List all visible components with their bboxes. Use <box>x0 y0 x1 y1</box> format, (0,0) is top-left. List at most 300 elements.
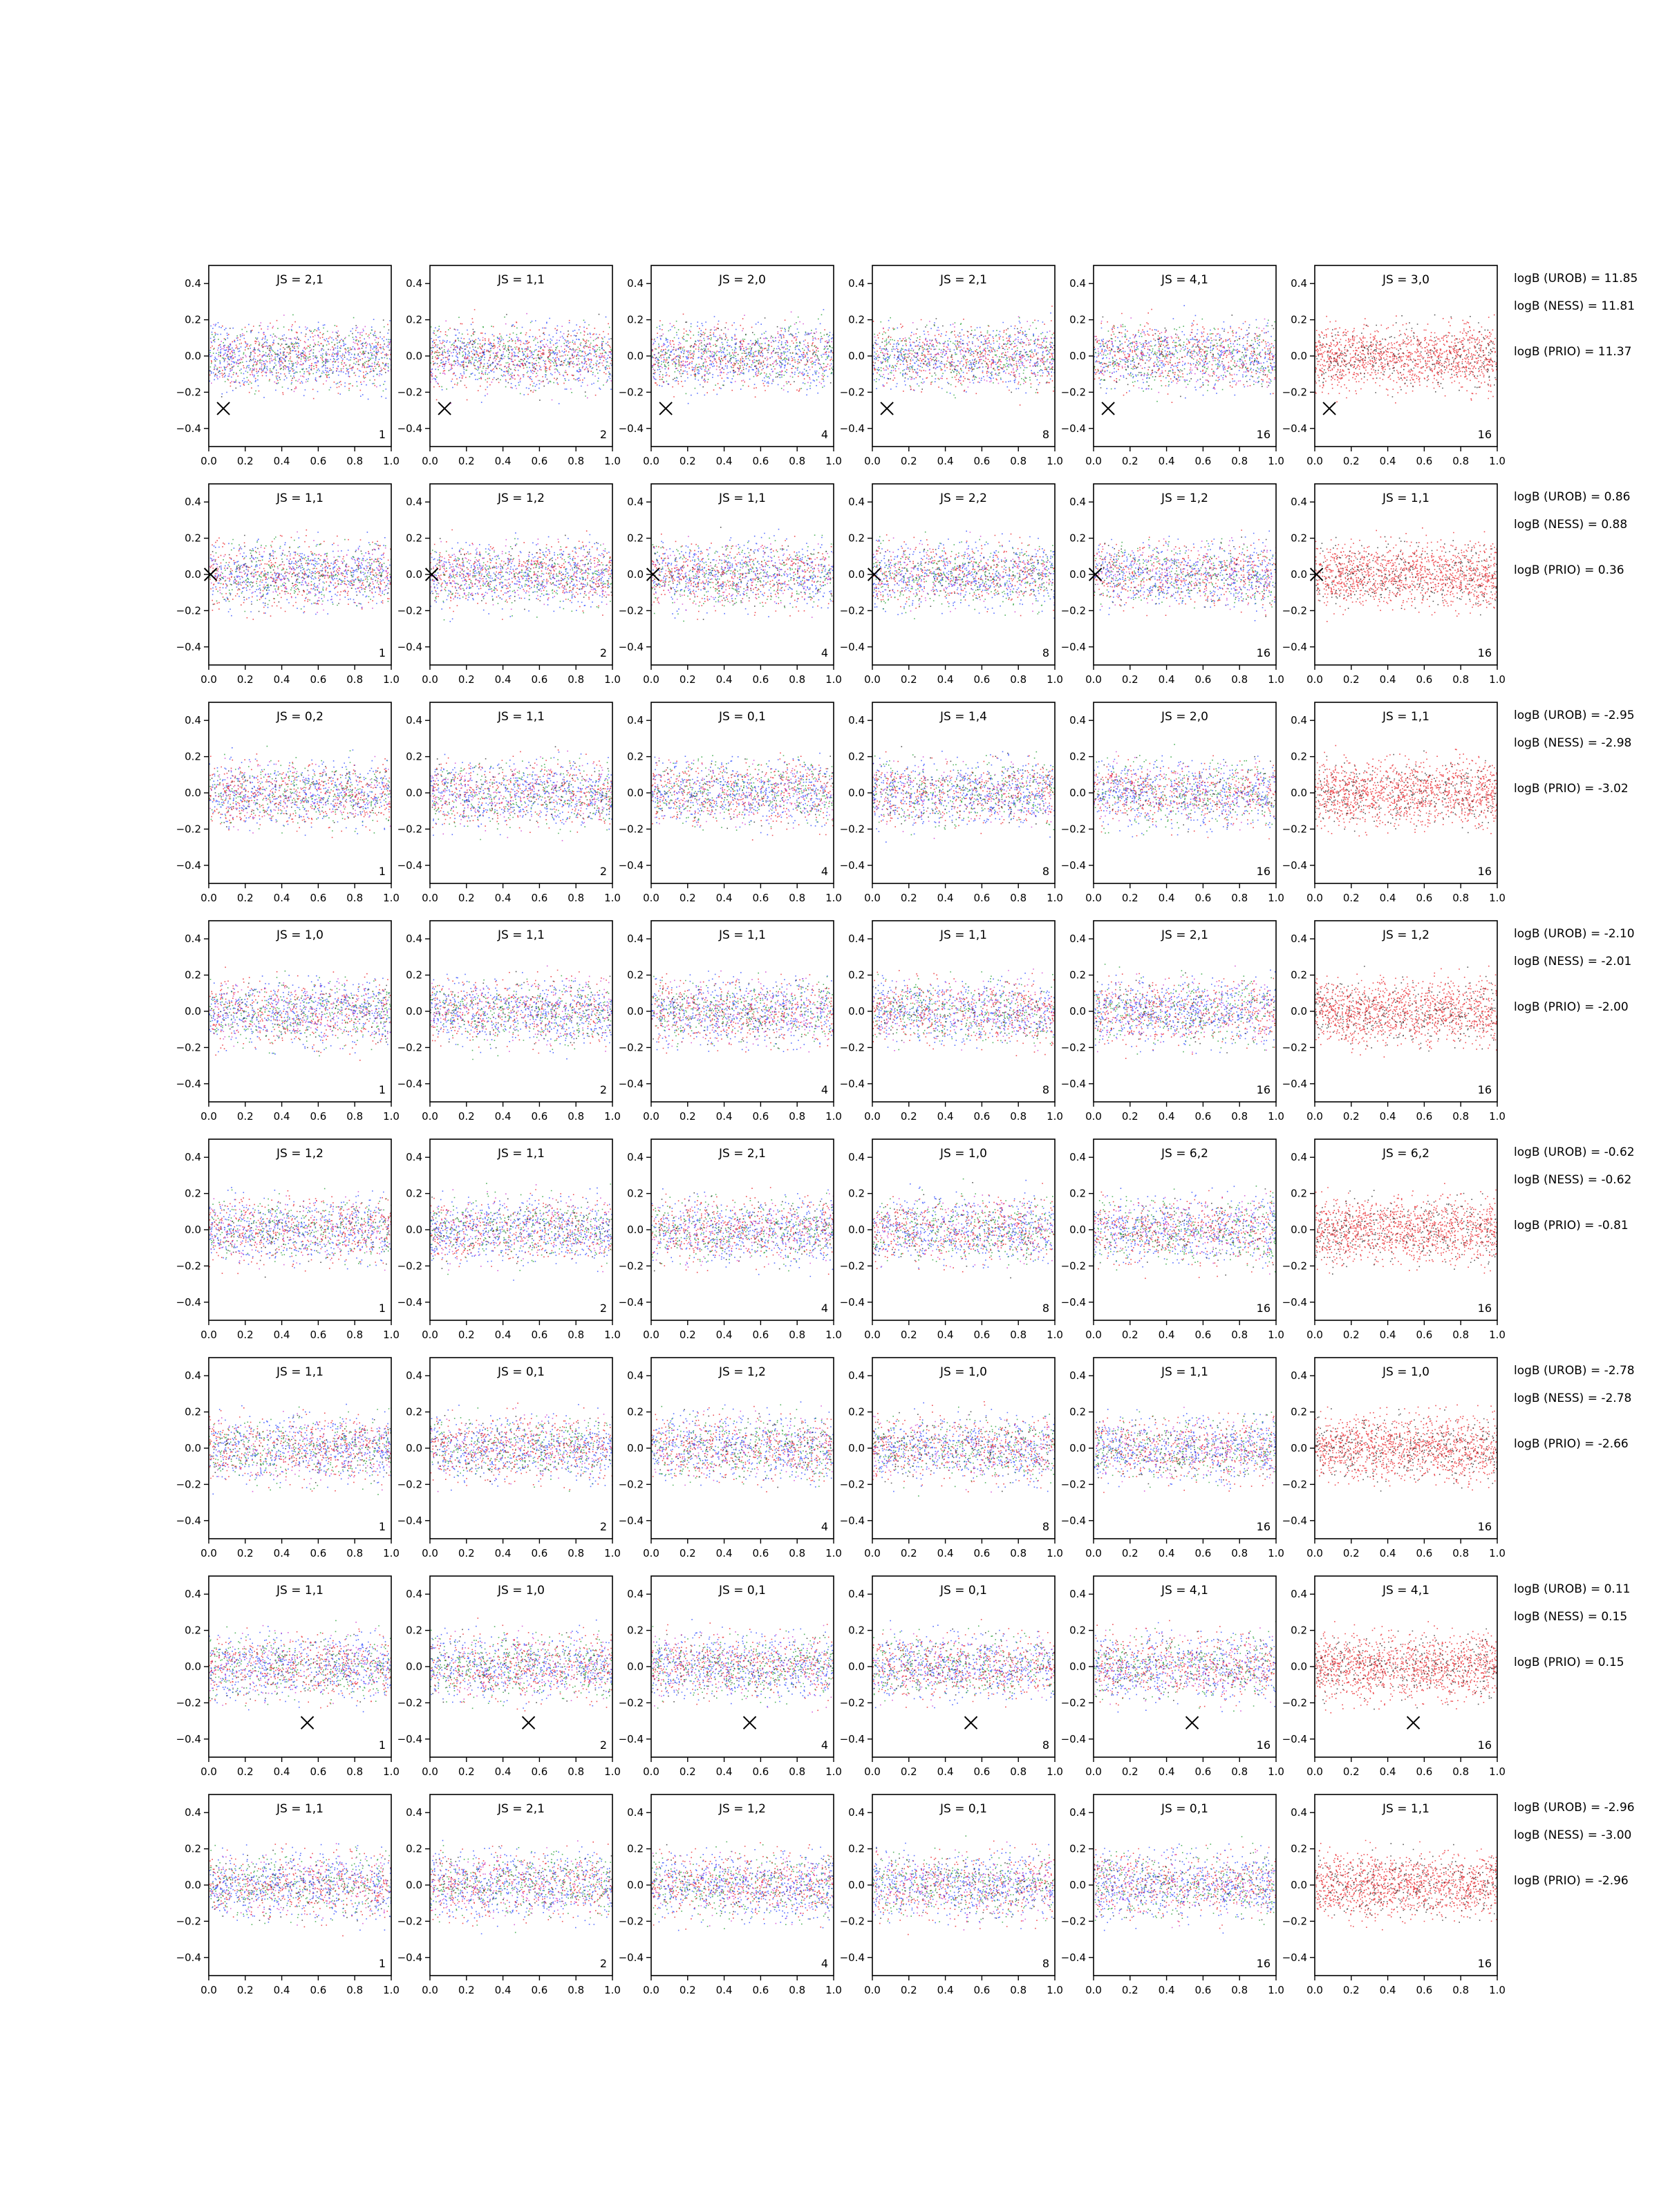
js-label: JS = 1,1 <box>276 1365 324 1379</box>
y-tick-label: −0.2 <box>1282 1915 1307 1928</box>
x-tick-label: 1.0 <box>1047 1110 1063 1123</box>
x-tick-label: 0.6 <box>1194 1547 1212 1559</box>
axes-frame <box>651 265 834 447</box>
x-tick-label: 0.4 <box>273 892 290 904</box>
x-tick-label: 0.8 <box>789 1547 806 1559</box>
y-tick-label: −0.2 <box>397 604 422 617</box>
x-tick-label: 0.0 <box>643 455 659 467</box>
panel-number: 16 <box>1256 865 1271 878</box>
y-tick-label: 0.4 <box>406 932 422 946</box>
scatter-points <box>1094 964 1277 1059</box>
scatter-points <box>872 968 1056 1056</box>
js-label: JS = 2,0 <box>719 273 766 287</box>
y-tick-label: 0.2 <box>185 1405 201 1418</box>
js-label: JS = 2,1 <box>940 273 987 287</box>
y-tick-label: 0.0 <box>1069 1442 1086 1454</box>
y-tick-label: 0.2 <box>406 968 422 982</box>
x-tick-label: 0.8 <box>789 1110 806 1123</box>
x-tick-label: 0.6 <box>310 455 327 467</box>
x-tick-label: 0.0 <box>1306 1110 1323 1123</box>
axes-frame <box>651 1358 834 1539</box>
x-tick-label: 0.2 <box>236 1329 254 1341</box>
x-tick-label: 0.0 <box>200 673 217 686</box>
x-tick-label: 0.2 <box>1121 455 1138 467</box>
y-tick-label: 0.2 <box>848 750 865 763</box>
x-tick-label: 0.4 <box>937 892 954 904</box>
y-tick-label: 0.0 <box>1069 787 1086 799</box>
scatter-points <box>1094 1185 1277 1279</box>
y-tick-label: 0.2 <box>848 1187 865 1200</box>
x-tick-label: 0.6 <box>752 673 769 686</box>
point-cloud <box>431 309 614 400</box>
y-tick-label: −0.4 <box>618 859 644 872</box>
x-tick-label: 0.6 <box>1194 892 1212 904</box>
y-tick-label: −0.2 <box>618 1259 644 1273</box>
x-tick-label: 1.0 <box>825 892 842 904</box>
logB-label: logB (UROB) = -2.96 <box>1514 1801 1635 1815</box>
x-tick-label: 0.8 <box>1231 1984 1248 1996</box>
x-tick-label: 1.0 <box>383 1547 400 1559</box>
point-cloud <box>651 971 834 1052</box>
x-tick-label: 0.2 <box>236 455 254 467</box>
x-tick-label: 0.8 <box>1010 892 1027 904</box>
y-tick-label: 0.0 <box>627 1660 644 1673</box>
point-cloud <box>431 317 614 397</box>
panel-number: 4 <box>821 1738 828 1752</box>
x-tick-label: 1.0 <box>1489 1547 1506 1559</box>
x-tick-label: 0.6 <box>973 1329 991 1341</box>
y-tick-label: 0.2 <box>185 968 201 982</box>
x-tick-label: 0.0 <box>200 892 217 904</box>
y-tick-label: 0.0 <box>848 1224 865 1236</box>
y-tick-label: −0.2 <box>618 1041 644 1054</box>
point-cloud <box>209 975 391 1054</box>
y-tick-label: 0.0 <box>1069 1660 1086 1673</box>
y-tick-label: −0.2 <box>176 823 201 836</box>
y-tick-label: −0.2 <box>176 604 201 617</box>
x-tick-label: 0.6 <box>752 455 769 467</box>
panel-r2-c3 <box>619 484 842 686</box>
x-tick-label: 0.8 <box>1010 1547 1027 1559</box>
scatter-points <box>430 747 613 842</box>
logB-label: logB (PRIO) = 0.15 <box>1514 1656 1624 1669</box>
y-tick-label: 0.4 <box>627 932 644 946</box>
x-tick-label: 0.0 <box>1306 1984 1323 1996</box>
x-tick-label: 0.2 <box>679 1547 696 1559</box>
point-cloud <box>873 1412 1056 1492</box>
x-tick-label: 0.8 <box>1452 1984 1470 1996</box>
x-tick-label: 0.0 <box>422 455 438 467</box>
logB-label: logB (UROB) = 11.85 <box>1514 272 1638 285</box>
x-tick-label: 1.0 <box>604 1547 621 1559</box>
y-tick-label: 0.0 <box>406 350 422 362</box>
logB-label: logB (UROB) = -2.78 <box>1514 1364 1635 1378</box>
x-tick-label: 0.0 <box>200 1984 217 1996</box>
x-tick-label: 0.0 <box>422 892 438 904</box>
x-tick-label: 0.4 <box>937 1547 954 1559</box>
x-tick-label: 0.4 <box>1379 1765 1396 1778</box>
logB-label: logB (PRIO) = -0.81 <box>1514 1219 1629 1232</box>
panel-r4-c5 <box>1061 921 1284 1123</box>
cross-marker <box>744 1716 756 1729</box>
x-tick-label: 0.0 <box>864 1110 881 1123</box>
axes-frame <box>651 702 834 883</box>
x-tick-label: 0.4 <box>715 1984 733 1996</box>
x-tick-label: 0.6 <box>973 673 991 686</box>
y-tick-label: 0.0 <box>848 787 865 799</box>
y-tick-label: −0.4 <box>176 1951 201 1964</box>
x-tick-label: 0.0 <box>864 892 881 904</box>
axes-frame <box>1315 1576 1497 1757</box>
x-tick-label: 0.4 <box>1158 673 1175 686</box>
x-tick-label: 0.2 <box>236 892 254 904</box>
y-tick-label: 0.2 <box>848 532 865 545</box>
x-tick-label: 0.2 <box>1342 673 1360 686</box>
panel-r5-c6 <box>1282 1139 1506 1341</box>
x-tick-label: 0.0 <box>422 1984 438 1996</box>
cross-marker <box>438 402 451 415</box>
scatter-points <box>209 1620 392 1713</box>
y-tick-label: 0.2 <box>406 1842 422 1855</box>
x-tick-label: 1.0 <box>1268 892 1284 904</box>
scatter-points <box>1315 1183 1498 1275</box>
js-label: JS = 2,0 <box>1161 710 1208 724</box>
js-label: JS = 1,4 <box>940 710 987 724</box>
y-tick-label: −0.2 <box>1282 386 1307 399</box>
x-tick-label: 0.4 <box>273 1110 290 1123</box>
x-tick-label: 0.0 <box>1085 1984 1102 1996</box>
js-label: JS = 2,1 <box>1161 928 1208 942</box>
x-tick-label: 0.8 <box>568 673 585 686</box>
x-tick-label: 0.6 <box>1416 1110 1433 1123</box>
x-tick-label: 0.8 <box>1231 673 1248 686</box>
y-tick-label: −0.2 <box>176 1259 201 1273</box>
point-cloud <box>657 756 833 829</box>
x-tick-label: 0.0 <box>1085 673 1102 686</box>
x-tick-label: 1.0 <box>1489 1110 1506 1123</box>
x-tick-label: 0.0 <box>1085 1765 1102 1778</box>
y-tick-label: −0.2 <box>1282 1478 1307 1491</box>
x-tick-label: 0.0 <box>643 892 659 904</box>
x-tick-label: 0.0 <box>643 673 659 686</box>
x-tick-label: 0.6 <box>1416 892 1433 904</box>
point-cloud <box>1315 966 1498 1058</box>
y-tick-label: −0.4 <box>618 1514 644 1527</box>
y-tick-label: 0.0 <box>627 568 644 581</box>
y-tick-label: −0.4 <box>176 640 201 653</box>
scatter-points <box>430 1840 614 1935</box>
y-tick-label: 0.4 <box>1291 496 1307 509</box>
js-label: JS = 1,1 <box>1382 710 1430 724</box>
y-tick-label: 0.4 <box>848 1588 865 1601</box>
logB-label: logB (PRIO) = -3.02 <box>1514 782 1629 796</box>
y-tick-label: 0.2 <box>406 1624 422 1637</box>
y-tick-label: 0.2 <box>627 750 644 763</box>
y-tick-label: −0.4 <box>397 1951 422 1964</box>
x-tick-label: 1.0 <box>825 673 842 686</box>
y-tick-label: −0.2 <box>839 1696 865 1709</box>
x-tick-label: 0.4 <box>937 1110 954 1123</box>
panel-r1-c2 <box>397 265 621 467</box>
panel-r3-c6 <box>1282 702 1506 904</box>
y-tick-label: 0.0 <box>1291 1879 1307 1891</box>
y-tick-label: −0.2 <box>397 1478 422 1491</box>
x-tick-label: 0.8 <box>1452 1110 1470 1123</box>
y-tick-label: −0.4 <box>1282 1514 1307 1527</box>
x-tick-label: 0.8 <box>789 455 806 467</box>
scatter-points <box>1094 529 1277 621</box>
x-tick-label: 1.0 <box>825 1110 842 1123</box>
x-tick-label: 0.4 <box>715 1765 733 1778</box>
point-cloud <box>430 1841 614 1927</box>
panel-number: 2 <box>599 1083 607 1096</box>
x-tick-label: 0.8 <box>1452 892 1470 904</box>
scatter-points <box>209 1187 392 1277</box>
point-cloud <box>651 753 834 841</box>
y-tick-label: −0.4 <box>397 422 422 435</box>
y-tick-label: 0.4 <box>1291 1369 1307 1382</box>
js-label: JS = 2,1 <box>719 1147 766 1161</box>
scatter-points <box>1315 1405 1498 1492</box>
panel-r2-c2 <box>397 484 621 686</box>
x-tick-label: 0.8 <box>568 1765 585 1778</box>
y-tick-label: 0.4 <box>627 1151 644 1164</box>
x-tick-label: 0.0 <box>643 1547 659 1559</box>
x-tick-label: 0.4 <box>937 673 954 686</box>
y-tick-label: 0.4 <box>406 1369 422 1382</box>
y-tick-label: 0.0 <box>185 1660 201 1673</box>
y-tick-label: −0.2 <box>176 1696 201 1709</box>
x-tick-label: 0.4 <box>1158 1984 1175 1996</box>
x-tick-label: 0.2 <box>679 892 696 904</box>
y-tick-label: −0.4 <box>839 859 865 872</box>
x-tick-label: 0.4 <box>715 892 733 904</box>
panel-number: 8 <box>1042 1083 1049 1096</box>
y-tick-label: 0.0 <box>406 1224 422 1236</box>
y-tick-label: 0.4 <box>406 277 422 290</box>
panel-number: 16 <box>1256 1520 1271 1533</box>
panel-r2-c4 <box>840 484 1063 686</box>
x-tick-label: 0.8 <box>1010 673 1027 686</box>
x-tick-label: 0.6 <box>1416 1765 1433 1778</box>
x-tick-label: 1.0 <box>825 1547 842 1559</box>
x-tick-label: 0.6 <box>752 1547 769 1559</box>
scatter-points <box>651 1187 834 1277</box>
y-tick-label: 0.2 <box>185 313 201 326</box>
y-tick-label: 0.2 <box>848 1842 865 1855</box>
x-tick-label: 0.0 <box>1085 1547 1102 1559</box>
point-cloud <box>431 1618 612 1712</box>
x-tick-label: 0.8 <box>346 1547 364 1559</box>
x-tick-label: 1.0 <box>1047 673 1063 686</box>
y-tick-label: −0.2 <box>397 386 422 399</box>
js-label: JS = 0,1 <box>498 1365 545 1379</box>
panel-number: 16 <box>1477 1520 1492 1533</box>
panel-r2-c6 <box>1282 484 1506 686</box>
point-cloud <box>1094 531 1277 621</box>
panel-r3-c4 <box>840 702 1063 904</box>
y-tick-label: 0.4 <box>1291 277 1307 290</box>
logB-label: logB (NESS) = -2.78 <box>1514 1391 1632 1405</box>
y-tick-label: 0.4 <box>627 277 644 290</box>
x-tick-label: 1.0 <box>604 1765 621 1778</box>
x-tick-label: 0.0 <box>1306 892 1323 904</box>
y-tick-label: 0.4 <box>406 1151 422 1164</box>
y-tick-label: 0.0 <box>848 1005 865 1018</box>
logB-label: logB (UROB) = -0.62 <box>1514 1145 1635 1159</box>
scatter-points <box>872 1619 1056 1708</box>
js-label: JS = 1,1 <box>498 273 545 287</box>
x-tick-label: 0.0 <box>864 1765 881 1778</box>
y-tick-label: 0.0 <box>1291 350 1307 362</box>
y-tick-label: 0.2 <box>627 968 644 982</box>
panel-r7-c5 <box>1061 1576 1284 1778</box>
x-tick-label: 0.6 <box>310 1547 327 1559</box>
scatter-points <box>430 309 613 404</box>
panel-number: 1 <box>378 1957 386 1970</box>
y-tick-label: 0.0 <box>848 1442 865 1454</box>
panel-number: 16 <box>1256 1302 1271 1315</box>
x-tick-label: 0.8 <box>789 673 806 686</box>
y-tick-label: −0.2 <box>839 1259 865 1273</box>
y-tick-label: 0.4 <box>406 714 422 727</box>
panel-number: 1 <box>378 1738 386 1752</box>
cross-marker <box>1407 1716 1420 1729</box>
point-cloud <box>431 1626 612 1701</box>
scatter-points <box>430 1618 612 1712</box>
panel-r1-c4 <box>840 265 1063 467</box>
x-tick-label: 0.4 <box>494 1110 512 1123</box>
panel-number: 1 <box>378 428 386 441</box>
y-tick-label: −0.4 <box>176 422 201 435</box>
x-tick-label: 0.4 <box>1158 1329 1175 1341</box>
y-tick-label: −0.2 <box>1060 1478 1086 1491</box>
x-tick-label: 0.2 <box>458 1110 475 1123</box>
panel-r5-c5 <box>1061 1139 1284 1341</box>
x-tick-label: 0.8 <box>1452 455 1470 467</box>
x-tick-label: 0.6 <box>1194 673 1212 686</box>
y-tick-label: 0.4 <box>1069 277 1086 290</box>
x-tick-label: 0.8 <box>568 892 585 904</box>
panel-r5-c2 <box>397 1139 621 1341</box>
y-tick-label: 0.2 <box>406 1405 422 1418</box>
js-label: JS = 0,1 <box>1161 1802 1208 1816</box>
y-tick-label: −0.2 <box>839 1478 865 1491</box>
js-label: JS = 1,1 <box>940 928 987 942</box>
x-tick-label: 0.2 <box>458 673 475 686</box>
y-tick-label: 0.4 <box>185 1151 201 1164</box>
x-tick-label: 1.0 <box>604 1984 621 1996</box>
panel-number: 8 <box>1042 1302 1049 1315</box>
x-tick-label: 0.4 <box>494 1547 512 1559</box>
point-cloud <box>874 1629 1056 1707</box>
y-tick-label: −0.4 <box>176 1295 201 1309</box>
scatter-points <box>209 967 392 1061</box>
x-tick-label: 0.8 <box>346 1984 364 1996</box>
panel-number: 16 <box>1256 1738 1271 1752</box>
point-cloud <box>1094 1186 1277 1269</box>
logB-label: logB (NESS) = 11.81 <box>1514 299 1635 313</box>
x-tick-label: 0.0 <box>200 1110 217 1123</box>
x-tick-label: 0.4 <box>494 673 512 686</box>
x-tick-label: 0.2 <box>1342 1547 1360 1559</box>
x-tick-label: 0.6 <box>752 1110 769 1123</box>
x-tick-label: 0.2 <box>236 1110 254 1123</box>
x-tick-label: 1.0 <box>383 1110 400 1123</box>
js-label: JS = 6,2 <box>1382 1147 1430 1161</box>
panel-r4-c3 <box>619 921 842 1123</box>
x-tick-label: 0.6 <box>310 1110 327 1123</box>
x-tick-label: 0.4 <box>494 1329 512 1341</box>
point-cloud <box>1094 756 1277 840</box>
axes-frame <box>209 1139 391 1320</box>
point-cloud <box>872 312 1056 394</box>
x-tick-label: 0.8 <box>1452 673 1470 686</box>
x-tick-label: 1.0 <box>1047 1329 1063 1341</box>
x-tick-label: 0.4 <box>273 1547 290 1559</box>
x-tick-label: 0.0 <box>1085 892 1102 904</box>
y-tick-label: 0.0 <box>406 1442 422 1454</box>
y-tick-label: 0.0 <box>1069 1879 1086 1891</box>
axes-frame <box>209 1794 391 1976</box>
x-tick-label: 0.6 <box>752 892 769 904</box>
point-cloud <box>212 535 388 612</box>
scatter-points <box>872 531 1056 619</box>
panel-number: 16 <box>1477 1302 1492 1315</box>
y-tick-label: −0.4 <box>1282 640 1307 653</box>
axes-frame <box>209 265 391 447</box>
y-tick-label: −0.2 <box>839 1915 865 1928</box>
x-tick-label: 0.0 <box>864 1329 881 1341</box>
panel-number: 4 <box>821 865 828 878</box>
x-tick-label: 1.0 <box>383 1765 400 1778</box>
y-tick-label: 0.2 <box>627 1842 644 1855</box>
point-cloud <box>653 317 832 387</box>
y-tick-label: −0.2 <box>1282 1041 1307 1054</box>
point-cloud <box>1315 527 1498 622</box>
y-tick-label: 0.2 <box>848 1624 865 1637</box>
y-tick-label: 0.2 <box>185 1187 201 1200</box>
y-tick-label: 0.2 <box>185 532 201 545</box>
y-tick-label: −0.2 <box>1282 1259 1307 1273</box>
x-tick-label: 0.4 <box>1158 455 1175 467</box>
y-tick-label: −0.4 <box>839 640 865 653</box>
panel-number: 16 <box>1477 865 1492 878</box>
x-tick-label: 0.2 <box>1342 1984 1360 1996</box>
x-tick-label: 0.0 <box>200 1547 217 1559</box>
panel-number: 2 <box>599 1738 607 1752</box>
js-label: JS = 1,1 <box>276 1802 324 1816</box>
panel-number: 2 <box>599 1302 607 1315</box>
x-tick-label: 0.4 <box>937 1765 954 1778</box>
y-tick-label: 0.2 <box>1291 1624 1307 1637</box>
y-tick-label: 0.4 <box>185 1806 201 1819</box>
y-tick-label: 0.2 <box>1069 313 1086 326</box>
x-tick-label: 1.0 <box>1047 1765 1063 1778</box>
y-tick-label: 0.2 <box>1069 1405 1086 1418</box>
x-tick-label: 0.0 <box>643 1984 659 1996</box>
x-tick-label: 0.8 <box>1452 1329 1470 1341</box>
x-tick-label: 0.8 <box>1010 455 1027 467</box>
y-tick-label: −0.2 <box>1060 1259 1086 1273</box>
js-label: JS = 1,1 <box>1382 1802 1430 1816</box>
y-tick-label: 0.4 <box>406 496 422 509</box>
panel-number: 16 <box>1256 1957 1271 1970</box>
y-tick-label: −0.4 <box>397 1295 422 1309</box>
y-tick-label: 0.4 <box>1291 1151 1307 1164</box>
point-cloud <box>1315 745 1498 836</box>
y-tick-label: 0.4 <box>848 496 865 509</box>
